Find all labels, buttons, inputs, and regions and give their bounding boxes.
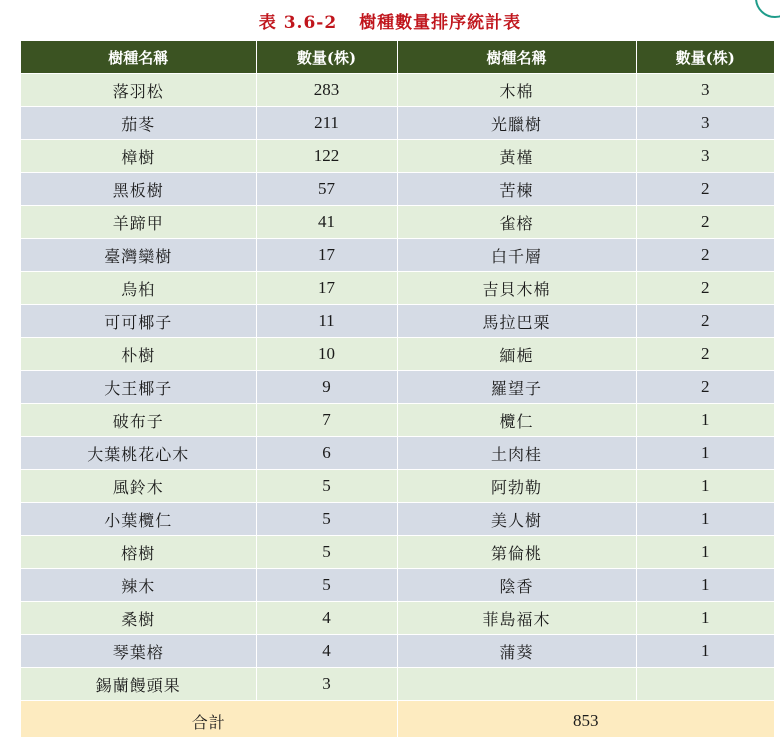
species-name-left: 可可椰子 [21,305,256,338]
header-count-2: 數量(株) [636,41,774,74]
count-left: 7 [256,404,397,437]
species-name-right: 阿勃勒 [397,470,636,503]
count-right: 1 [636,635,774,668]
count-left: 11 [256,305,397,338]
species-name-left: 桑樹 [21,602,256,635]
count-right: 2 [636,272,774,305]
count-left: 17 [256,272,397,305]
count-right: 1 [636,569,774,602]
count-left: 10 [256,338,397,371]
table-caption-text: 樹種數量排序統計表 [359,13,522,33]
count-left: 5 [256,536,397,569]
count-right: 2 [636,206,774,239]
count-left: 41 [256,206,397,239]
species-name-left: 破布子 [21,404,256,437]
species-name-right: 苦楝 [397,173,636,206]
count-right: 3 [636,74,774,107]
table-caption-code: 表 3.6-2 [258,13,338,33]
species-name-left: 落羽松 [21,74,256,107]
count-right [636,668,774,701]
count-right: 2 [636,338,774,371]
count-right: 2 [636,371,774,404]
species-name-right [397,668,636,701]
species-name-left: 朴樹 [21,338,256,371]
table-row [21,635,774,668]
count-right: 1 [636,536,774,569]
table-caption [0,8,780,33]
species-name-right: 欖仁 [397,404,636,437]
table-row [21,470,774,503]
species-name-right: 菲島福木 [397,602,636,635]
count-left: 4 [256,635,397,668]
species-name-left: 大葉桃花心木 [21,437,256,470]
table-row [21,272,774,305]
count-left: 17 [256,239,397,272]
species-name-right: 吉貝木棉 [397,272,636,305]
count-left: 6 [256,437,397,470]
species-name-left: 錫蘭饅頭果 [21,668,256,701]
species-name-right: 第倫桃 [397,536,636,569]
count-right: 1 [636,437,774,470]
count-right: 1 [636,503,774,536]
table-row [21,239,774,272]
count-right: 2 [636,305,774,338]
species-name-right: 羅望子 [397,371,636,404]
count-right: 3 [636,140,774,173]
table-row [21,503,774,536]
count-right: 2 [636,173,774,206]
species-name-right: 黃槿 [397,140,636,173]
species-name-right: 雀榕 [397,206,636,239]
species-name-left: 辣木 [21,569,256,602]
count-left: 122 [256,140,397,173]
species-name-right: 土肉桂 [397,437,636,470]
total-value: 853 [397,701,774,738]
species-name-left: 小葉欖仁 [21,503,256,536]
tree-species-table [21,41,774,738]
table-header-row [21,41,774,74]
species-name-left: 琴葉榕 [21,635,256,668]
count-right: 1 [636,404,774,437]
species-name-right: 蒲葵 [397,635,636,668]
species-name-right: 美人樹 [397,503,636,536]
table-row [21,74,774,107]
species-name-left: 黑板樹 [21,173,256,206]
species-name-left: 樟樹 [21,140,256,173]
species-name-left: 榕樹 [21,536,256,569]
table-row [21,569,774,602]
table-row [21,668,774,701]
table-body [21,74,774,738]
table-row [21,107,774,140]
table-row [21,305,774,338]
header-species-name-1: 樹種名稱 [21,41,256,74]
species-name-left: 大王椰子 [21,371,256,404]
count-left: 5 [256,470,397,503]
species-name-left: 臺灣欒樹 [21,239,256,272]
species-name-left: 烏桕 [21,272,256,305]
header-species-name-2: 樹種名稱 [397,41,636,74]
table-row [21,173,774,206]
species-name-right: 馬拉巴栗 [397,305,636,338]
count-left: 5 [256,569,397,602]
species-name-right: 木棉 [397,74,636,107]
table-row [21,536,774,569]
header-count-1: 數量(株) [256,41,397,74]
table-row [21,437,774,470]
count-left: 4 [256,602,397,635]
species-name-left: 茄苳 [21,107,256,140]
count-left: 211 [256,107,397,140]
species-name-right: 光臘樹 [397,107,636,140]
total-row [21,701,774,738]
species-name-right: 緬梔 [397,338,636,371]
count-right: 1 [636,602,774,635]
table-row [21,371,774,404]
table-row [21,404,774,437]
count-right: 2 [636,239,774,272]
count-left: 5 [256,503,397,536]
total-label: 合計 [21,701,397,738]
species-name-left: 羊蹄甲 [21,206,256,239]
table-row [21,206,774,239]
count-right: 3 [636,107,774,140]
count-left: 9 [256,371,397,404]
species-name-right: 陰香 [397,569,636,602]
count-left: 3 [256,668,397,701]
count-right: 1 [636,470,774,503]
table-row [21,140,774,173]
count-left: 283 [256,74,397,107]
species-name-right: 白千層 [397,239,636,272]
count-left: 57 [256,173,397,206]
table-row [21,338,774,371]
species-name-left: 風鈴木 [21,470,256,503]
table-row [21,602,774,635]
